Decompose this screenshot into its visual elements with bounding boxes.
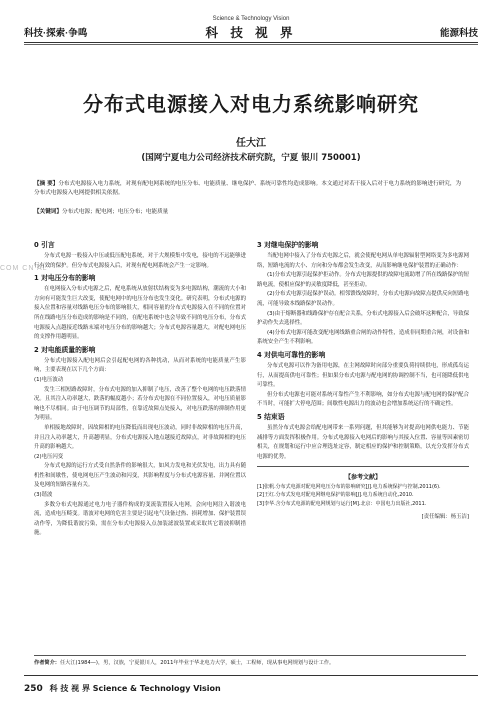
paragraph: 多数分布式电源通过电力电子器件构成的变流装置接入电网，会向电网注入谐波电流，造成电压畸变。谐波对电网的危害主要是引起电气设备过热、损耗增加、保护装置误动作等，为降低谐波污染，需在分布式电源接入点加装滤波装置或采取其它谐波抑制措施。 (34, 501, 246, 537)
header-journal-title: 科 技 视 界 (205, 25, 297, 40)
author-note-rule (34, 655, 466, 656)
watermark-text: COM CN AL (0, 265, 48, 272)
section-heading: 5 结束语 (257, 412, 285, 421)
paragraph: 在电网接入分布式电源之后，配电系统从放射状结构变为多电源结构，潮流的大小和方向有可能发生巨大改变，使配电网中的电压分布也发生变化。研究表明，分布式电源的接入位置和容量对线路电压分布的影响很大，相同容量的分布式电源接入在不同的位置对所在线路电压分布造成的影响是不同的，在配电系统中也会导致不同的电压分布，分布式电源接入点越接近线路末端对电压分布的影响越大；分布式电源容量越大，对配电网电压的支撑作用越明显。 (34, 286, 246, 341)
journal-name-english: Science & Technology Vision (212, 16, 290, 22)
keywords (34, 208, 466, 217)
header-section-right: 能源科技 (439, 28, 478, 39)
reference-item: [3]李华.含分布式电源的配电网规划与运行[M].北京：中国电力出版社,2011. (257, 501, 427, 508)
page-number: 250 (24, 684, 43, 694)
references-title: 【参考文献】 (344, 474, 381, 482)
paragraph: 单相接地故障时，因故障相的电压降低而出现电压波动，同时非故障相的电压升高，并且注入功率越大，升高越明显，分布式电源接入地点越接近故障点，对非故障相的电压升高的影响越大。 (34, 424, 246, 451)
article-author: 任大江 (236, 138, 266, 149)
section-heading: 1 对电压分布的影响 (34, 274, 96, 283)
running-header (24, 24, 478, 40)
keywords-text: 分布式电源；配电网；电压分布；电能质量 (61, 209, 169, 215)
header-section-left: 科技·探索·争鸣 (24, 28, 88, 39)
paragraph: 当配电网中接入了分布式电源之后，就会使配电网从单电源辐射型网络变为多电源网络，短路电流的大小、方向和分布都会发生改变，从而影响继电保护装置的正确动作： (257, 253, 469, 269)
abstract-label: 【摘 要】 (34, 181, 59, 187)
left-column (34, 238, 246, 539)
paragraph: (3)由于熔断器和线路保护存在配合关系，分布式电源接入后会破坏这种配合，导致保护动作失去选择性。 (257, 310, 469, 327)
paragraph: (1)分布式电源引起保护拒动作。分布式电源提供的故障电流助增了所在线路保护的短路电流，使相应保护的灵敏度降低，甚至拒动。 (257, 272, 469, 288)
paragraph: 分布式电源可以作为备用电源，在主网故障时向部分重要负荷持续供电，形成孤岛运行，从而提高供电可靠性；但如果分布式电源与配电网的协调控制不当，也可能降低供电可靠性。 (257, 362, 469, 389)
author-note (34, 659, 466, 667)
subsection-heading: (3)谐波 (34, 492, 53, 499)
keywords-label: 【关键词】 (34, 209, 62, 215)
paragraph: (4)分布式电源可能改变配电网线路重合闸的动作特性，造成非同期重合闸，对设备和系统安全产生不利影响。 (257, 329, 469, 346)
right-column-body (257, 240, 469, 462)
subsection-heading: (1)电压波动 (34, 376, 64, 383)
subsection-heading: (2)电压闪变 (34, 453, 64, 460)
author-note-text: 任大江(1984—)，男，汉族，宁夏银川人，2011年毕业于华北电力大学，硕士，工程师，现从事电网规划与设计工作。 (59, 660, 335, 666)
reference-item: [2]王红.分布式发电对配电网继电保护的影响[J].电力系统自动化,2010. (257, 492, 414, 499)
paragraph: 分布式电源接入配电网后会引起配电网的各种扰动，从而对系统的电能质量产生影响，主要表现在以下几个方面： (34, 357, 246, 374)
footer-rule (24, 675, 478, 676)
abstract (34, 180, 466, 199)
paragraph: 分布式电源一般接入中压或低压配电系统，对于大规模集中发电，接电的不远能够进行有效的保护。但分布式电源接入后，对现有配电网系统会产生一定影响。 (34, 253, 246, 269)
article-title: 分布式电源接入对电力系统影响研究 (83, 92, 419, 116)
paragraph: 虽然分布式电源会给配电网带来一系列问题，但其能够为对提高电网供电能力、节能减排等方面发挥积极作用。分布式电源接入电网后的影响与其接入位置、容量等因素密切相关，在规划和运行中应合理选址定容，制定相应的保护和控制策略，以充分发挥分布式电源的优势。 (257, 424, 469, 460)
paragraph: 发生三相短路故障时，分布式电源的加入抑制了电压，改善了整个电网的电压跌落情况。且其注入功率越大，跌落的幅度越小；若分布式电源在不同位置接入，对电压质量影响也不尽相同。由于电压调节的局部性，在靠近故障点处接入，对电压跌落的抑制作用更为明显。 (34, 386, 246, 422)
right-column (257, 238, 469, 522)
author-note-label: 作者简介： (34, 660, 60, 666)
footer-journal: 科 技 视 界 Science & Technology Vision (49, 684, 221, 693)
reference-list (257, 483, 469, 509)
paragraph: 分布式电源的运行方式受自然条件的影响很大，如风力发电和光伏发电，出力具有随机性和间歇性，使电网电压产生波动和闪变，其影响程度与分布式电源容量、并网位置以及电网的短路容量有关。 (34, 463, 246, 489)
section-heading: 3 对继电保护的影响 (257, 241, 319, 249)
header-rule (24, 42, 478, 43)
reference-item: [1]张帆.分布式电源对配电网电压分布的影响研究[J].电力系统保护与控制,2011(6). (257, 483, 441, 490)
responsible-editor: [责任编辑：杨玉洁] (421, 513, 469, 520)
section-heading: 2 对电能质量的影响 (34, 345, 96, 354)
paragraph: (2)分布式电源引起保护误动。相邻馈线故障时，分布式电源向故障点提供反向短路电流，可能导致本线路保护误动作。 (257, 291, 469, 307)
article-affiliation: (国网宁夏电力公司经济技术研究院，宁夏 银川 750001) (141, 153, 361, 163)
header-rule-thin (24, 44, 478, 45)
abstract-text: 分布式电源接入电力系统，对现有配电网系统的电压分布、电能质量、继电保护、系统可靠性均造成影响。本文通过对若干接入后对于电力系统的影响进行研究，为分布式电源接入电网提供相关依据。 (34, 181, 462, 197)
page-footer (24, 683, 221, 694)
section-heading: 4 对供电可靠性的影响 (257, 350, 326, 359)
paragraph: 但分布式电源也可能对系统可靠性产生不利影响，如分布式电源与配电网的保护配合不当时，可能扩大停电范围；间歇性电源出力的波动也会增加系统运行的不确定性。 (257, 391, 469, 408)
references (257, 466, 469, 508)
section-heading: 0 引言 (34, 241, 55, 249)
